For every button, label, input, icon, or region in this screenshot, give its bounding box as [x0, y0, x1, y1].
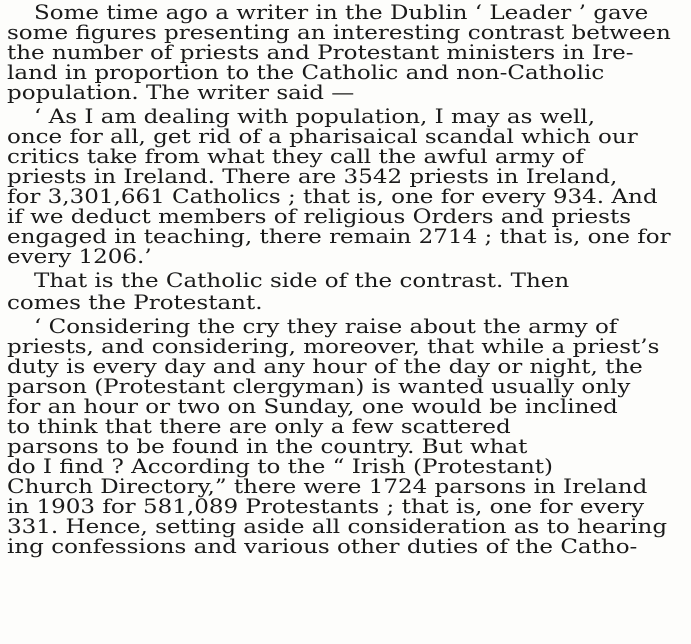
text-line: engaged in teaching, there remain 2714 ; that is, one for: [7, 224, 671, 248]
text-line: do I find ? According to the “ Irish (Protestant): [7, 454, 553, 478]
text-line: once for all, get rid of a pharisaical scandal which our: [7, 124, 638, 148]
text-line: in 1903 for 581,089 Protestants ; that is, one for every: [7, 494, 645, 518]
text-line: the number of priests and Protestant ministers in Ire-: [7, 40, 634, 64]
text-line: parson (Protestant clergyman) is wanted usually only: [7, 374, 631, 398]
text-line: 331. Hence, setting aside all consideration as to hearing: [7, 514, 668, 538]
text-line: duty is every day and any hour of the day or night, the: [7, 354, 643, 378]
text-line: ‘ As I am dealing with population, I may as well,: [34, 104, 596, 128]
text-line: some figures presenting an interesting contrast between: [7, 20, 671, 44]
text-line: ‘ Considering the cry they raise about the army of: [34, 314, 618, 338]
text-line: priests in Ireland. There are 3542 priests in Ireland,: [7, 164, 618, 188]
text-line: land in proportion to the Catholic and non-Catholic: [7, 60, 605, 84]
text-line: critics take from what they call the awful army of: [7, 144, 585, 168]
text-line: for 3,301,661 Catholics ; that is, one for every 934. And: [7, 184, 658, 208]
text-line: every 1206.’: [7, 244, 152, 268]
text-line: to think that there are only a few scattered: [7, 414, 511, 438]
text-line: priests, and considering, moreover, that while a priest’s: [7, 334, 660, 358]
text-line: for an hour or two on Sunday, one would be inclined: [7, 394, 618, 418]
text-line: if we deduct members of religious Orders and priests: [7, 204, 632, 228]
text-line: Some time ago a writer in the Dublin ‘ Leader ’ gave: [34, 0, 649, 24]
text-line: parsons to be found in the country. But what: [7, 434, 528, 458]
text-line: population. The writer said —: [7, 80, 355, 104]
text-line: comes the Protestant.: [7, 290, 263, 314]
text-line: That is the Catholic side of the contrast. Then: [34, 268, 570, 292]
text-line: Church Directory,” there were 1724 parsons in Ireland: [7, 474, 648, 498]
text-line: ing confessions and various other duties of the Catho-: [7, 534, 638, 558]
